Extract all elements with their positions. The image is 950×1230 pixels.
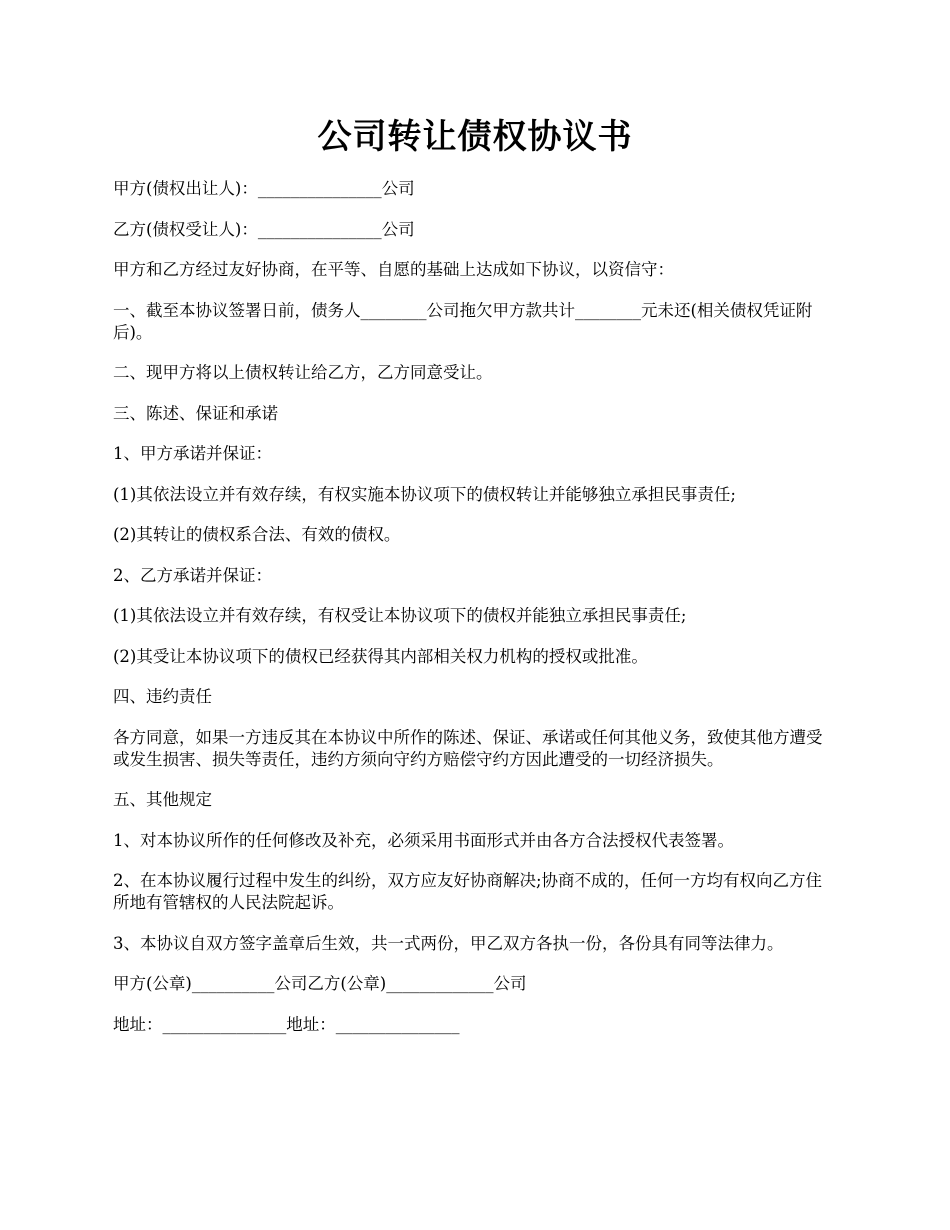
clause-5-3: 3、本协议自双方签字盖章后生效，共一式两份，甲乙双方各执一份，各份具有同等法律力。 <box>113 933 784 953</box>
clause-3-1-heading: 1、甲方承诺并保证： <box>113 444 272 463</box>
address-line: 地址：_______________地址：_______________ <box>113 1014 460 1034</box>
clause-5-2: 2、在本协议履行过程中发生的纠纷，双方应友好协商解决;协商不成的，任何一方均有权向乙方住所地有管辖权的人民法院起诉。 <box>113 871 823 912</box>
clause-5-1: 1、对本协议所作的任何修改及补充，必须采用书面形式并由各方合法授权代表签署。 <box>113 830 734 850</box>
clause-3-2-heading: 2、乙方承诺并保证： <box>113 565 272 585</box>
clause-3-1-item-2: (2)其转让的债权系合法、有效的债权。 <box>113 525 401 544</box>
section-3-heading: 三、陈述、保证和承诺 <box>113 403 278 423</box>
section-4-heading: 四、违约责任 <box>113 687 212 706</box>
document-title: 公司转让债权协议书 <box>317 117 633 157</box>
section-5-heading: 五、其他规定 <box>113 790 212 809</box>
party-a-line: 甲方(债权出让人)：_______________公司 <box>113 179 415 198</box>
clause-2: 二、现甲方将以上债权转让给乙方，乙方同意受让。 <box>113 363 493 382</box>
clause-4-text: 各方同意，如果一方违反其在本协议中所作的陈述、保证、承诺或任何其他义务，致使其他方遭受或发生损害、损失等责任，违约方须向守约方赔偿守约方因此遭受的一切经济损失。 <box>113 727 823 769</box>
clause-1: 一、截至本协议签署日前，债务人________公司拖欠甲方款共计________元未还(相关债权凭证附后)。 <box>113 300 813 342</box>
signature-line: 甲方(公章)__________公司乙方(公章)_____________公司 <box>113 974 527 993</box>
clause-3-1-item-1: (1)其依法设立并有效存续，有权实施本协议项下的债权转让并能够独立承担民事责任; <box>113 484 736 504</box>
clause-3-2-item-1: (1)其依法设立并有效存续，有权受让本协议项下的债权并能独立承担民事责任; <box>113 606 687 625</box>
party-b-line: 乙方(债权受让人)：_______________公司 <box>113 219 415 239</box>
preamble: 甲方和乙方经过友好协商，在平等、自愿的基础上达成如下协议，以资信守： <box>113 260 674 279</box>
clause-3-2-item-2: (2)其受让本协议项下的债权已经获得其内部相关权力机构的授权或批准。 <box>113 646 648 666</box>
